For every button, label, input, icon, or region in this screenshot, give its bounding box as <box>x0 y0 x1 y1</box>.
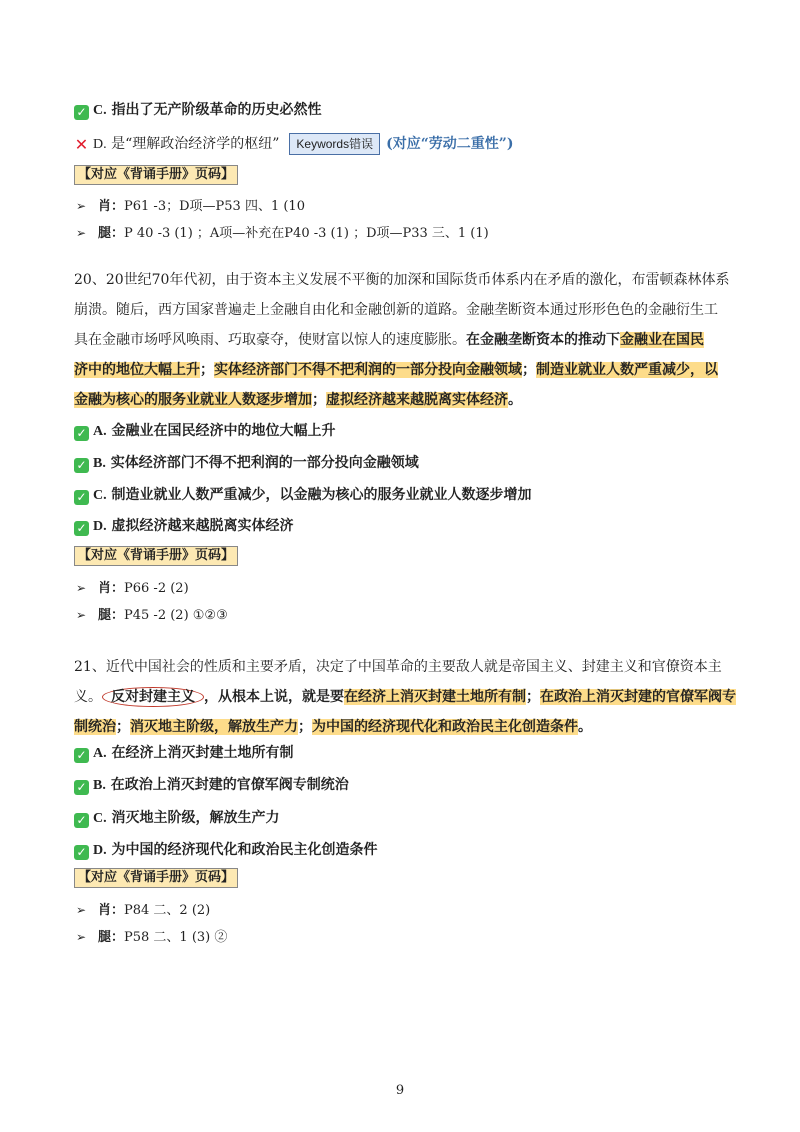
reference-bullet: ➢ 肖：P84 二、2 (2) <box>76 903 211 918</box>
reference-bullet: ➢ 腿：P58 二、1 (3) ② <box>76 930 228 945</box>
arrow-bullet-icon: ➢ <box>76 608 87 622</box>
reference-bullet: ➢ 肖：P66 -2 (2) <box>76 581 189 596</box>
check-mark-icon: ✓ <box>74 426 89 441</box>
option-d-wrong: ✕ D. 是“理解政治经济学的枢纽” Keywords错误 (对应“劳动二重性”) <box>74 135 514 154</box>
question-21-stem <box>74 652 734 742</box>
check-mark-icon: ✓ <box>74 458 89 473</box>
q20-option-b: ✓ B. 实体经济部门不得不把利润的一部分投向金融领域 <box>74 453 419 474</box>
stem-line: 义。 反对封建主义 ，从根本上说，就是要在经济上消灭封建土地所有制；在政治上消灭封建的官僚军阀专 <box>74 689 736 705</box>
arrow-bullet-icon: ➢ <box>76 903 87 917</box>
stem-line: 20、20世纪70年代初，由于资本主义发展不平衡的加深和国际货币体系内在矛盾的激化，布雷顿森林体系 <box>74 272 730 288</box>
stem-line: 具在金融市场呼风唤雨、巧取豪夺，使财富以惊人的速度膨胀。在金融垄断资本的推动下金融业在国民 <box>74 332 704 348</box>
check-mark-icon: ✓ <box>74 845 89 860</box>
stem-line: 制统治；消灭地主阶级，解放生产力；为中国的经济现代化和政治民主化创造条件。 <box>74 719 592 735</box>
check-mark-icon: ✓ <box>74 521 89 536</box>
check-mark-icon: ✓ <box>74 490 89 505</box>
reference-header: 【对应《背诵手册》页码】 <box>74 164 238 185</box>
reference-bullet: ➢ 腿：P 40 -3 (1) ；A项—补充在P40 -3 (1) ；D项—P33 三、1 (1) <box>76 226 489 241</box>
reference-header: 【对应《背诵手册》页码】 <box>74 867 238 888</box>
stem-line: 金融为核心的服务业就业人数逐步增加；虚拟经济越来越脱离实体经济。 <box>74 392 522 408</box>
check-mark-icon: ✓ <box>74 780 89 795</box>
reference-header: 【对应《背诵手册》页码】 <box>74 545 238 566</box>
question-20-stem <box>74 265 734 415</box>
keywords-error-tag: Keywords错误 <box>289 133 380 155</box>
option-c-correct: ✓ C. 指出了无产阶级革命的历史必然性 <box>74 100 322 121</box>
check-mark-icon: ✓ <box>74 748 89 763</box>
q20-option-d: ✓ D. 虚拟经济越来越脱离实体经济 <box>74 516 294 537</box>
reference-bullet: ➢ 肖：P61 -3；D项—P53 四、1 (10 <box>76 199 305 214</box>
stem-line: 济中的地位大幅上升；实体经济部门不得不把利润的一部分投向金融领域；制造业就业人数严重减少，以 <box>74 362 718 378</box>
q20-option-c: ✓ C. 制造业就业人数严重减少，以金融为核心的服务业就业人数逐步增加 <box>74 485 532 506</box>
q21-option-c: ✓ C. 消灭地主阶级，解放生产力 <box>74 808 280 829</box>
check-mark-icon: ✓ <box>74 105 89 120</box>
stem-line: 崩溃。随后，西方国家普遍走上金融自由化和金融创新的道路。金融垄断资本通过形形色色的金融衍生工 <box>74 302 718 318</box>
arrow-bullet-icon: ➢ <box>76 226 87 240</box>
q21-option-a: ✓ A. 在经济上消灭封建土地所有制 <box>74 743 294 764</box>
arrow-bullet-icon: ➢ <box>76 930 87 944</box>
cross-mark-icon: ✕ <box>74 135 89 154</box>
keywords-note: (对应“劳动二重性”) <box>386 136 514 152</box>
page-number: 9 <box>395 1083 405 1098</box>
arrow-bullet-icon: ➢ <box>76 199 87 213</box>
check-mark-icon: ✓ <box>74 813 89 828</box>
circled-phrase: 反对封建主义 <box>102 687 204 707</box>
q21-option-d: ✓ D. 为中国的经济现代化和政治民主化创造条件 <box>74 840 378 861</box>
q21-option-b: ✓ B. 在政治上消灭封建的官僚军阀专制统治 <box>74 775 349 796</box>
stem-line: 21、近代中国社会的性质和主要矛盾，决定了中国革命的主要敌人就是帝国主义、封建主义和官僚资本主 <box>74 659 722 675</box>
arrow-bullet-icon: ➢ <box>76 581 87 595</box>
reference-bullet: ➢ 腿：P45 -2 (2) ①②③ <box>76 608 228 623</box>
q20-option-a: ✓ A. 金融业在国民经济中的地位大幅上升 <box>74 421 336 442</box>
